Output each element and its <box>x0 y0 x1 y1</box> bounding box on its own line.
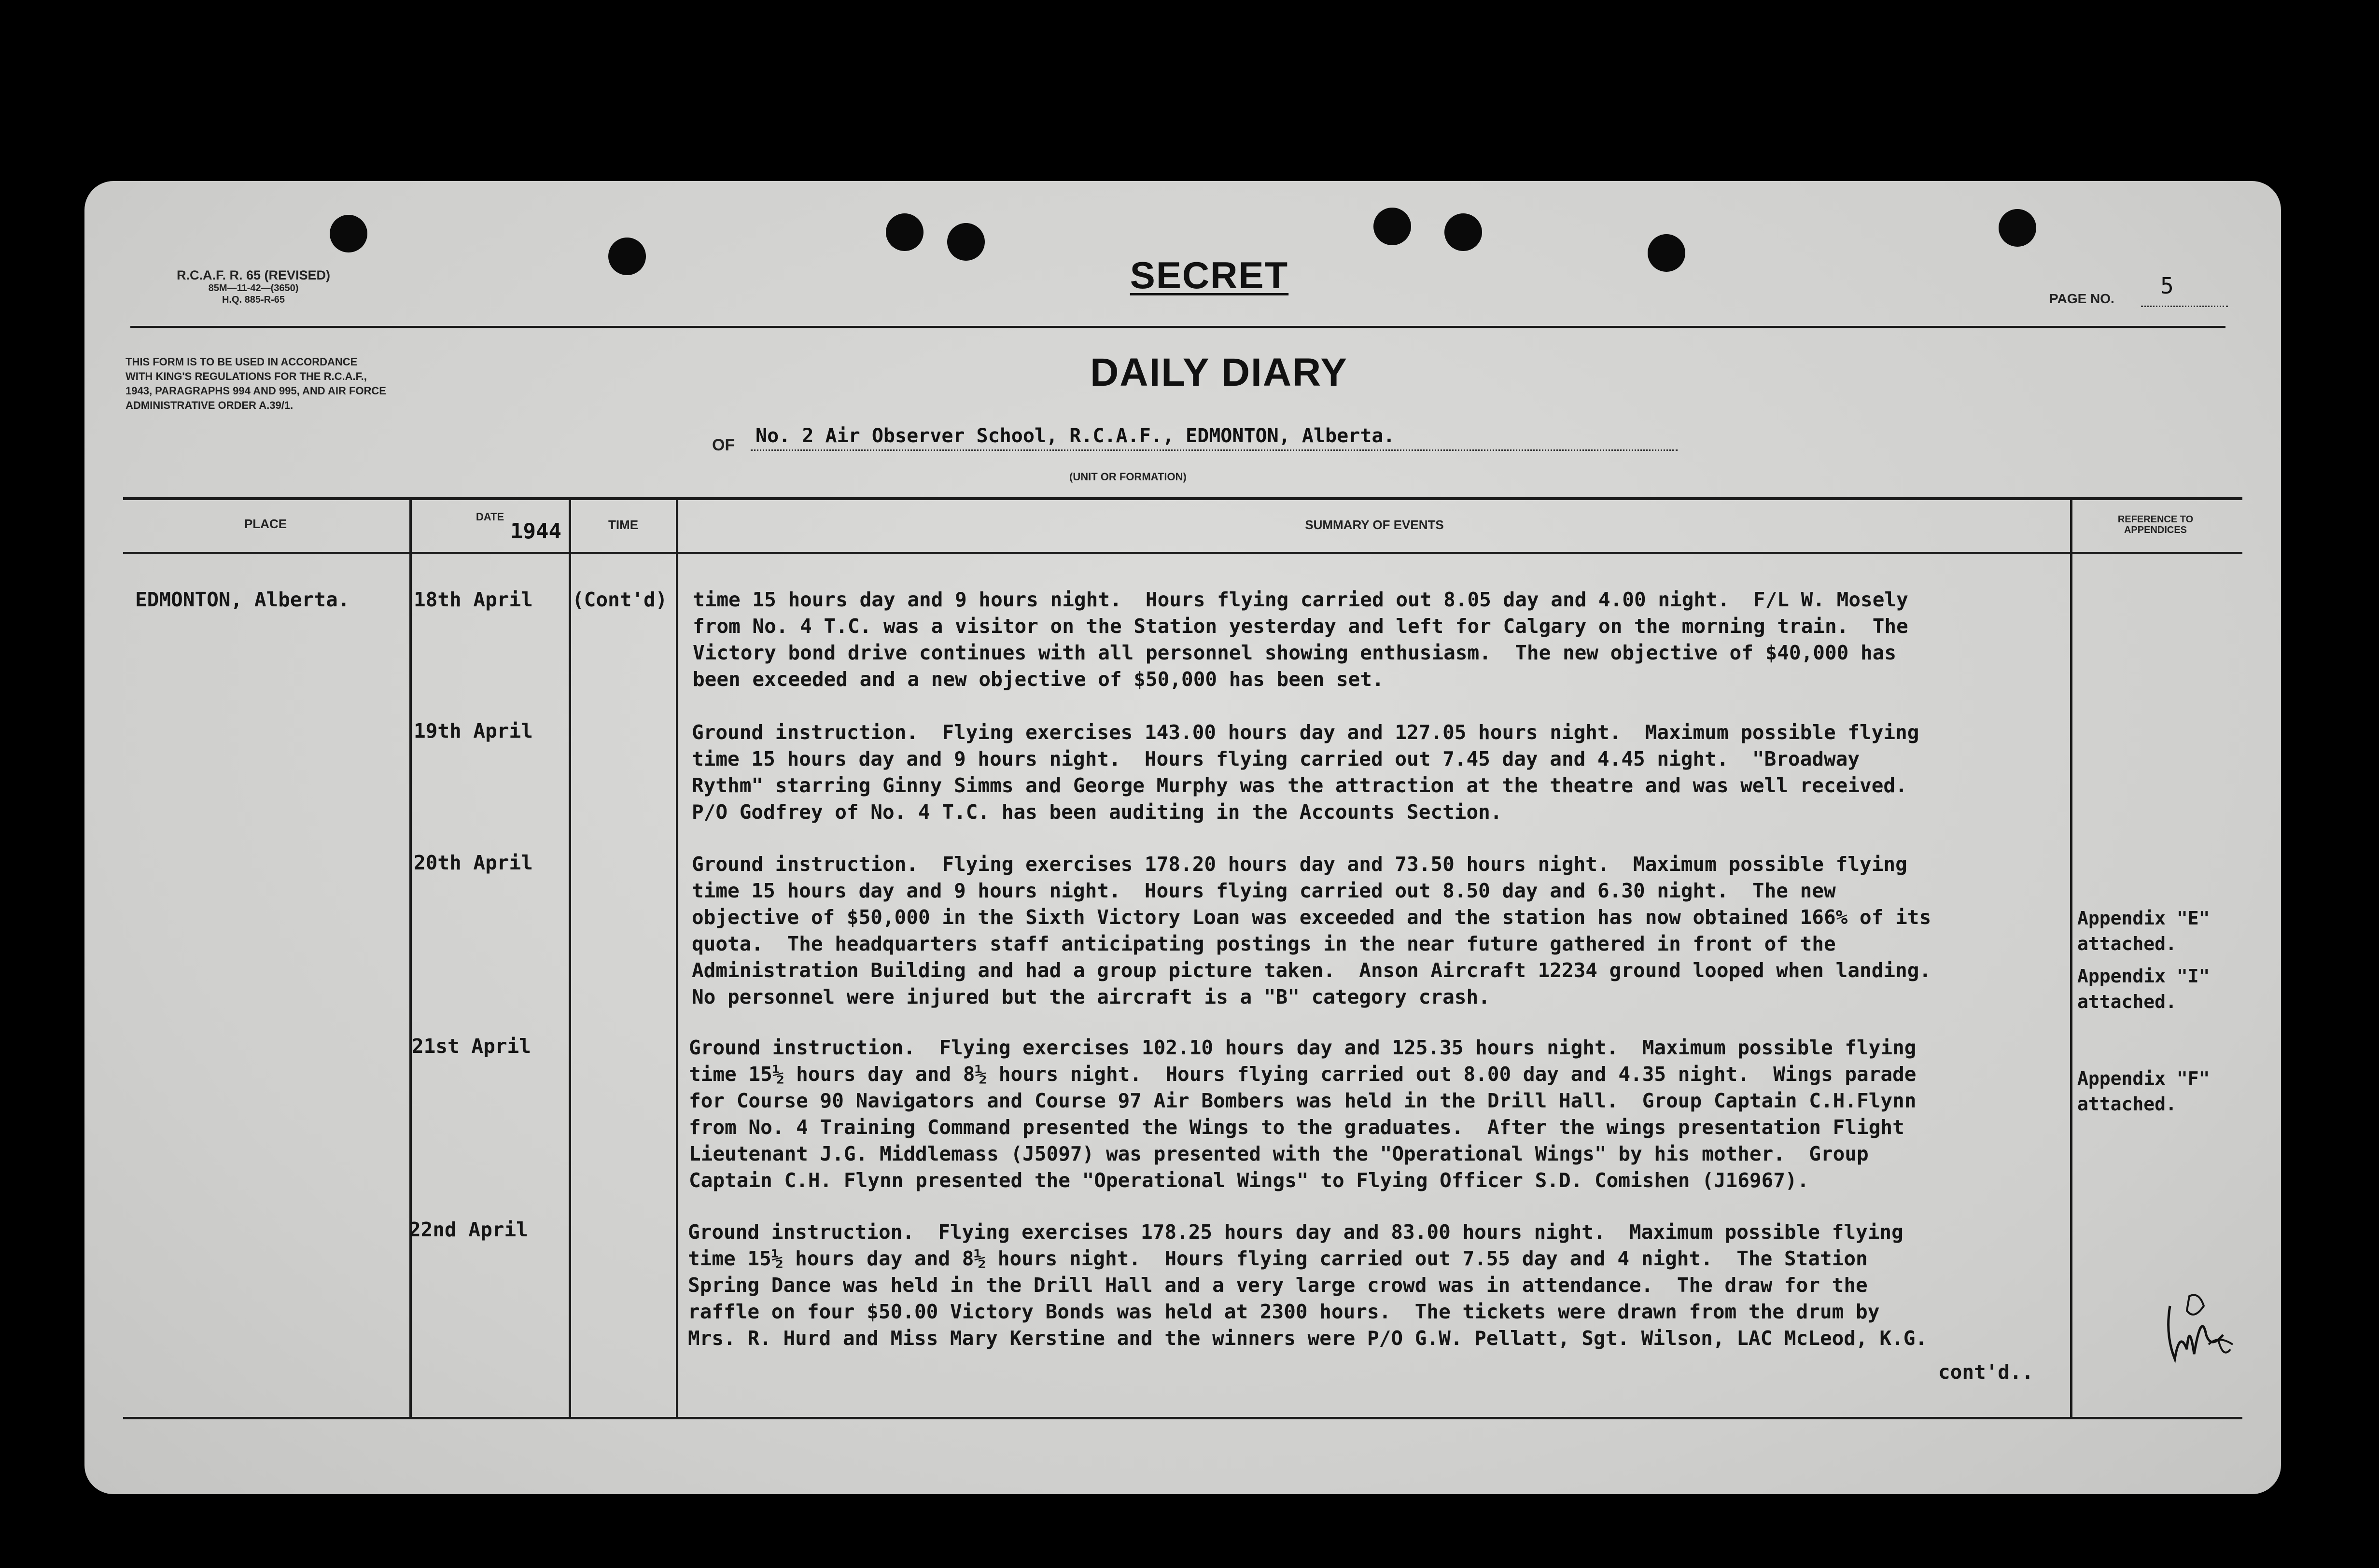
form-notice <box>126 355 541 413</box>
summary-line: time 15 hours day and 9 hours night. Hours flying carried out 8.05 day and 4.00 night. F/L W. Mosely <box>693 588 1908 611</box>
place-header: PLACE <box>244 517 287 531</box>
reference-header <box>2073 514 2238 535</box>
summary-line: raffle on four $50.00 Victory Bonds was held at 2300 hours. The tickets were drawn from the drum by <box>688 1300 1880 1323</box>
table-header-rule <box>123 552 2242 554</box>
continued-note: cont'd.. <box>1938 1360 2034 1384</box>
form-code-line: R.C.A.F. R. 65 (REVISED) <box>176 268 331 282</box>
summary-line: time 15 hours day and 9 hours night. Hours flying carried out 8.50 day and 6.30 night. The new <box>692 879 1836 902</box>
summary-line: Ground instruction. Flying exercises 178.25 hours day and 83.00 hours night. Maximum possible flying <box>688 1220 1903 1244</box>
summary-line: time 15½ hours day and 8½ hours night. Hours flying carried out 7.55 day and 4 night. The Station <box>688 1247 1868 1270</box>
reference-header-line: APPENDICES <box>2124 525 2187 535</box>
reference-note: attached. <box>2077 991 2177 1012</box>
column-divider <box>569 497 571 1417</box>
time-header: TIME <box>608 518 639 532</box>
unit-caption: (UNIT OR FORMATION) <box>1069 471 1187 483</box>
punch-hole <box>608 238 646 275</box>
notice-line: 1943, PARAGRAPHS 994 AND 995, AND AIR FORCE <box>126 385 386 397</box>
page-number-value: 5 <box>2160 273 2174 299</box>
summary-line: Ground instruction. Flying exercises 102.10 hours day and 125.35 hours night. Maximum possible flying <box>689 1036 1917 1059</box>
summary-line: for Course 90 Navigators and Course 97 Air Bombers was held in the Drill Hall. Group Captain C.H.Flynn <box>689 1089 1917 1112</box>
summary-line: Rythm" starring Ginny Simms and George Murphy was the attraction at the theatre and was well received. <box>692 774 1907 797</box>
entry-date: 20th April <box>414 851 533 874</box>
table-bottom-rule <box>123 1417 2242 1419</box>
punch-hole <box>1648 234 1685 272</box>
reference-note: attached. <box>2077 933 2177 954</box>
unit-line <box>751 449 1678 451</box>
summary-line: Mrs. R. Hurd and Miss Mary Kerstine and the winners were P/O G.W. Pellatt, Sgt. Wilson, LAC McLeod, K.G. <box>688 1327 1928 1350</box>
punch-hole <box>1444 213 1482 251</box>
column-divider <box>676 497 678 1417</box>
reference-note: attached. <box>2077 1093 2177 1115</box>
notice-line: THIS FORM IS TO BE USED IN ACCORDANCE <box>126 356 358 368</box>
page-number-label: PAGE NO. <box>2049 291 2114 306</box>
punch-hole <box>1999 209 2036 247</box>
summary-line: Lieutenant J.G. Middlemass (J5097) was presented with the "Operational Wings" by his mother. Group <box>689 1142 1869 1165</box>
form-code <box>142 268 364 306</box>
date-header: DATE <box>476 511 504 523</box>
summary-line: P/O Godfrey of No. 4 T.C. has been auditing in the Accounts Section. <box>692 800 1502 824</box>
entry-date: 19th April <box>414 719 533 742</box>
punch-hole <box>886 213 924 251</box>
summary-line: Spring Dance was held in the Drill Hall and a very large crowd was in attendance. The draw for the <box>688 1274 1868 1297</box>
summary-line: Ground instruction. Flying exercises 178.20 hours day and 73.50 hours night. Maximum possible flying <box>692 853 1907 876</box>
summary-line: from No. 4 T.C. was a visitor on the Station yesterday and left for Calgary on the morning train. The <box>693 615 1908 638</box>
entry-date: 22nd April <box>409 1218 528 1241</box>
summary-line: from No. 4 Training Command presented the Wings to the graduates. After the wings presentation Flight <box>689 1116 1904 1139</box>
diary-form-card <box>84 181 2281 1494</box>
year-value: 1944 <box>510 519 561 544</box>
summary-header: SUMMARY OF EVENTS <box>1305 518 1444 532</box>
summary-line: quota. The headquarters staff anticipating postings in the near future gathered in front of the <box>692 932 1836 955</box>
page-number-line <box>2141 306 2228 307</box>
unit-name: No. 2 Air Observer School, R.C.A.F., EDMONTON, Alberta. <box>756 425 1395 447</box>
form-code-line: 85M—11-42—(3650) <box>208 283 299 294</box>
notice-line: ADMINISTRATIVE ORDER A.39/1. <box>126 399 294 411</box>
column-divider <box>2070 497 2072 1417</box>
entry-date: 18th April <box>414 588 533 611</box>
classification-stamp: SECRET <box>1130 254 1289 296</box>
form-code-line: H.Q. 885-R-65 <box>222 294 285 305</box>
entry-time: (Cont'd) <box>572 588 668 611</box>
summary-line: Victory bond drive continues with all personnel showing enthusiasm. The new objective of $40,000 has <box>693 641 1897 664</box>
notice-line: WITH KING'S REGULATIONS FOR THE R.C.A.F., <box>126 370 367 382</box>
header-rule <box>130 326 2225 328</box>
summary-line: objective of $50,000 in the Sixth Victory Loan was exceeded and the station has now obtained 166% of its <box>692 906 1931 929</box>
entry-date: 21st April <box>412 1035 531 1058</box>
summary-line: Captain C.H. Flynn presented the "Operational Wings" to Flying Officer S.D. Comishen (J16967). <box>689 1169 1809 1192</box>
summary-line: time 15½ hours day and 8½ hours night. Hours flying carried out 8.00 day and 4.35 night. Wings parade <box>689 1063 1917 1086</box>
summary-line: Administration Building and had a group picture taken. Anson Aircraft 12234 ground looped when landing. <box>692 959 1931 982</box>
punch-hole <box>947 223 985 261</box>
reference-note: Appendix "E" <box>2077 908 2210 929</box>
summary-line: time 15 hours day and 9 hours night. Hours flying carried out 7.45 day and 4.45 night. "Broadway <box>692 747 1860 770</box>
form-title: DAILY DIARY <box>1090 350 1348 394</box>
entry-place: EDMONTON, Alberta. <box>135 588 350 611</box>
reference-header-line: REFERENCE TO <box>2117 514 2194 525</box>
summary-line: been exceeded and a new objective of $50,000 has been set. <box>693 668 1384 691</box>
summary-line: Ground instruction. Flying exercises 143.00 hours day and 127.05 hours night. Maximum possible flying <box>692 721 1919 744</box>
reference-note: Appendix "I" <box>2077 966 2210 987</box>
summary-line: No personnel were injured but the aircraft is a "B" category crash. <box>692 985 1490 1008</box>
column-divider <box>409 497 412 1417</box>
handwritten-initials <box>2160 1277 2238 1373</box>
punch-hole <box>330 215 367 252</box>
reference-note: Appendix "F" <box>2077 1068 2210 1089</box>
table-top-rule <box>123 497 2242 500</box>
punch-hole <box>1373 208 1411 245</box>
of-label: OF <box>712 436 735 454</box>
